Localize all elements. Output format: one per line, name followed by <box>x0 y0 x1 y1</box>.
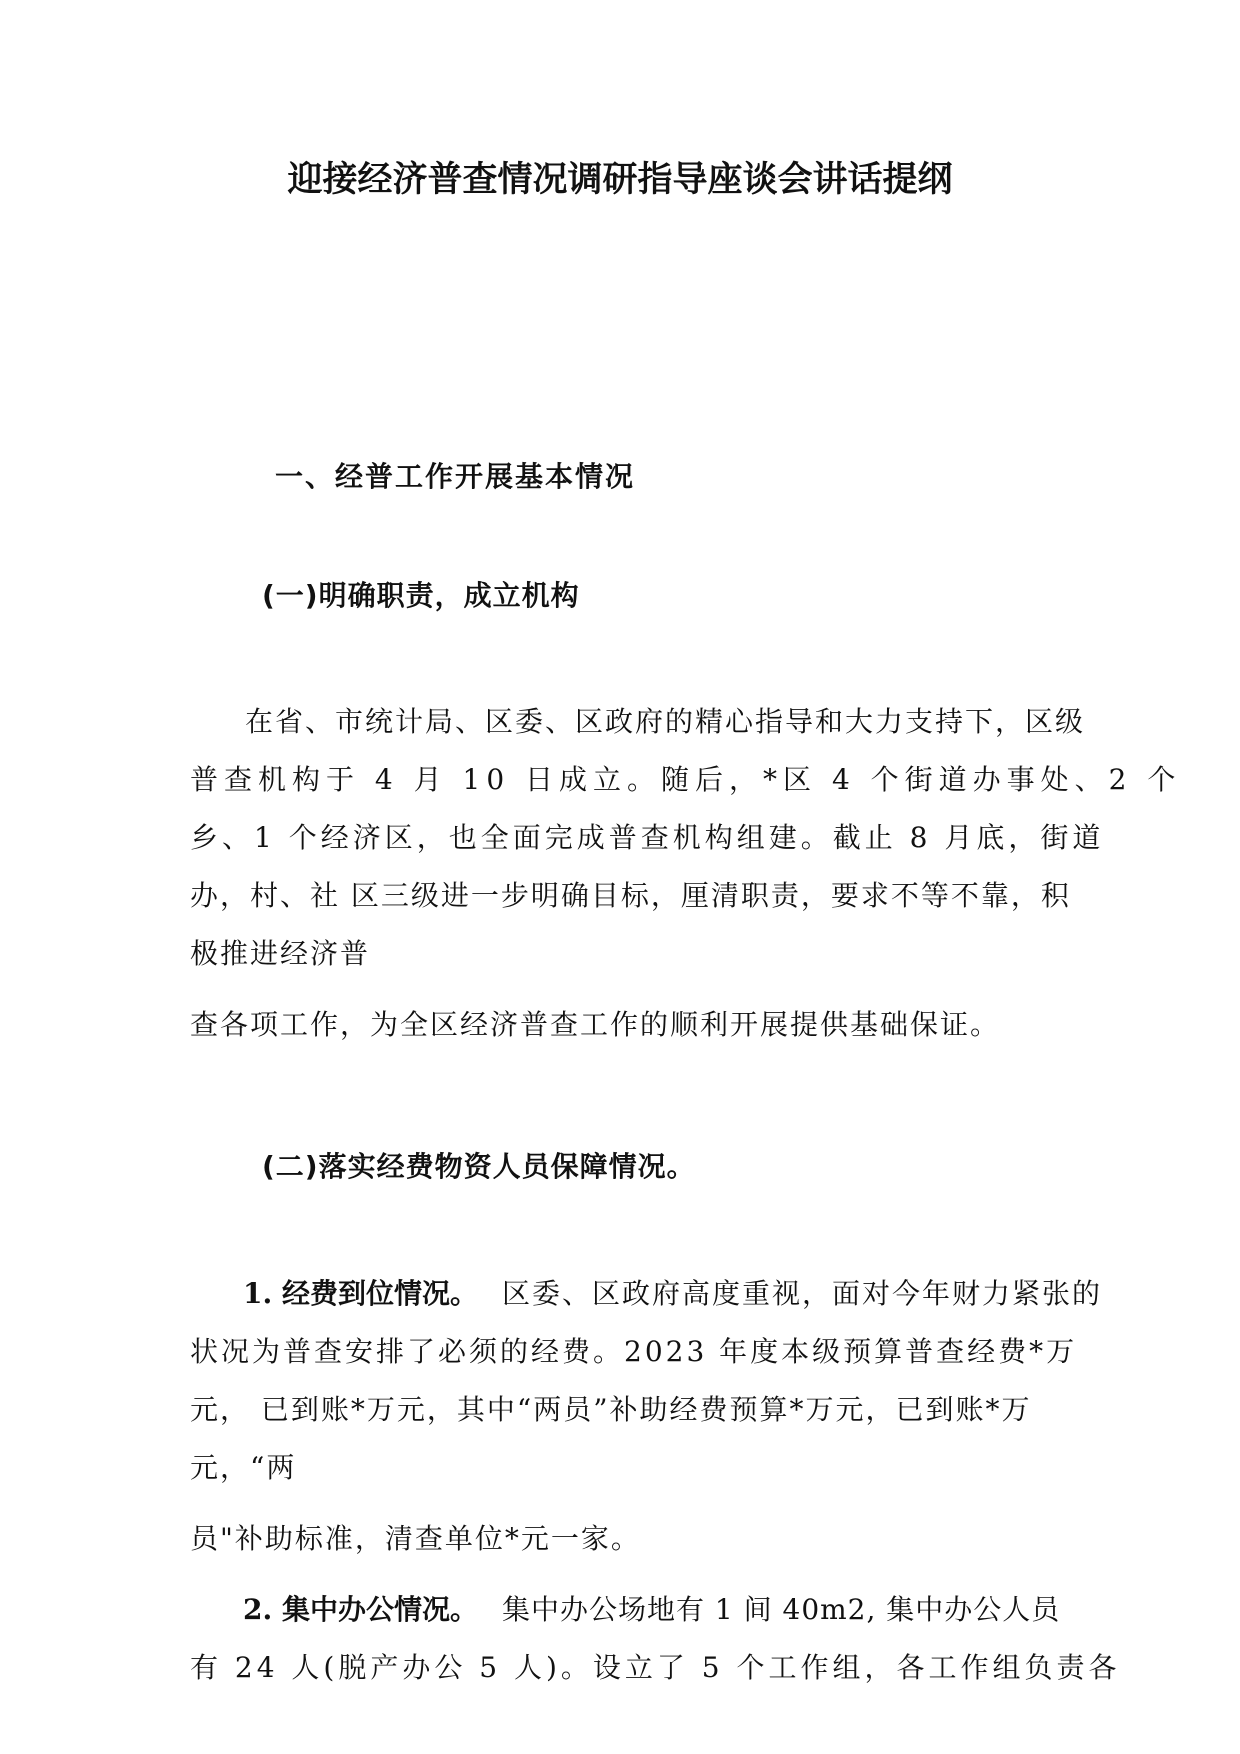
subsection-heading-2: (二)落实经费物资人员保障情况。 <box>262 1150 696 1183</box>
item-2-first-line <box>243 1588 1062 1628</box>
item-1-text: 区委、区政府高度重视，面对今年财力紧张的 <box>501 1277 1102 1310</box>
item-1-label: 1. 经费到位情况。 <box>243 1277 478 1310</box>
paragraph-line: 元，“两 <box>190 1451 297 1484</box>
paragraph-line: 在省、市统计局、区委、区政府的精心指导和大力支持下，区级 <box>245 705 1086 738</box>
paragraph-line: 办，村、社 区三级进一步明确目标，厘清职责，要求不等不靠，积 <box>190 879 1071 912</box>
item-2-text: 集中办公场地有 1 间 40m2, 集中办公人员 <box>501 1593 1061 1626</box>
subsection-heading-1: (一)明确职责，成立机构 <box>262 579 580 612</box>
paragraph-line: 乡、1 个经济区，也全面完成普查机构组建。截止 8 月底，街道 <box>190 821 1105 854</box>
paragraph-line: 极推进经济普 <box>190 937 371 970</box>
paragraph-line: 状况为普查安排了必须的经费。2023 年度本级预算普查经费*万 <box>190 1335 1078 1368</box>
item-2-label: 2. 集中办公情况。 <box>243 1593 478 1626</box>
section-heading-1: 一、经普工作开展基本情况 <box>275 460 636 493</box>
paragraph-line: 元， 已到账*万元，其中“两员”补助经费预算*万元，已到账*万 <box>190 1393 1032 1426</box>
paragraph-line: 有 24 人(脱产办公 5 人)。设立了 5 个工作组，各工作组负责各 <box>190 1651 1121 1684</box>
paragraph-line: 员"补助标准，清查单位*元一家。 <box>190 1522 641 1555</box>
paragraph-line: 普查机构于 4 月 10 日成立。随后，*区 4 个街道办事处、2 个 <box>190 763 1182 796</box>
document-title: 迎接经济普查情况调研指导座谈会讲话提纲 <box>287 160 953 200</box>
item-1-first-line <box>243 1272 1102 1312</box>
paragraph-line: 查各项工作，为全区经济普查工作的顺利开展提供基础保证。 <box>190 1008 1001 1041</box>
